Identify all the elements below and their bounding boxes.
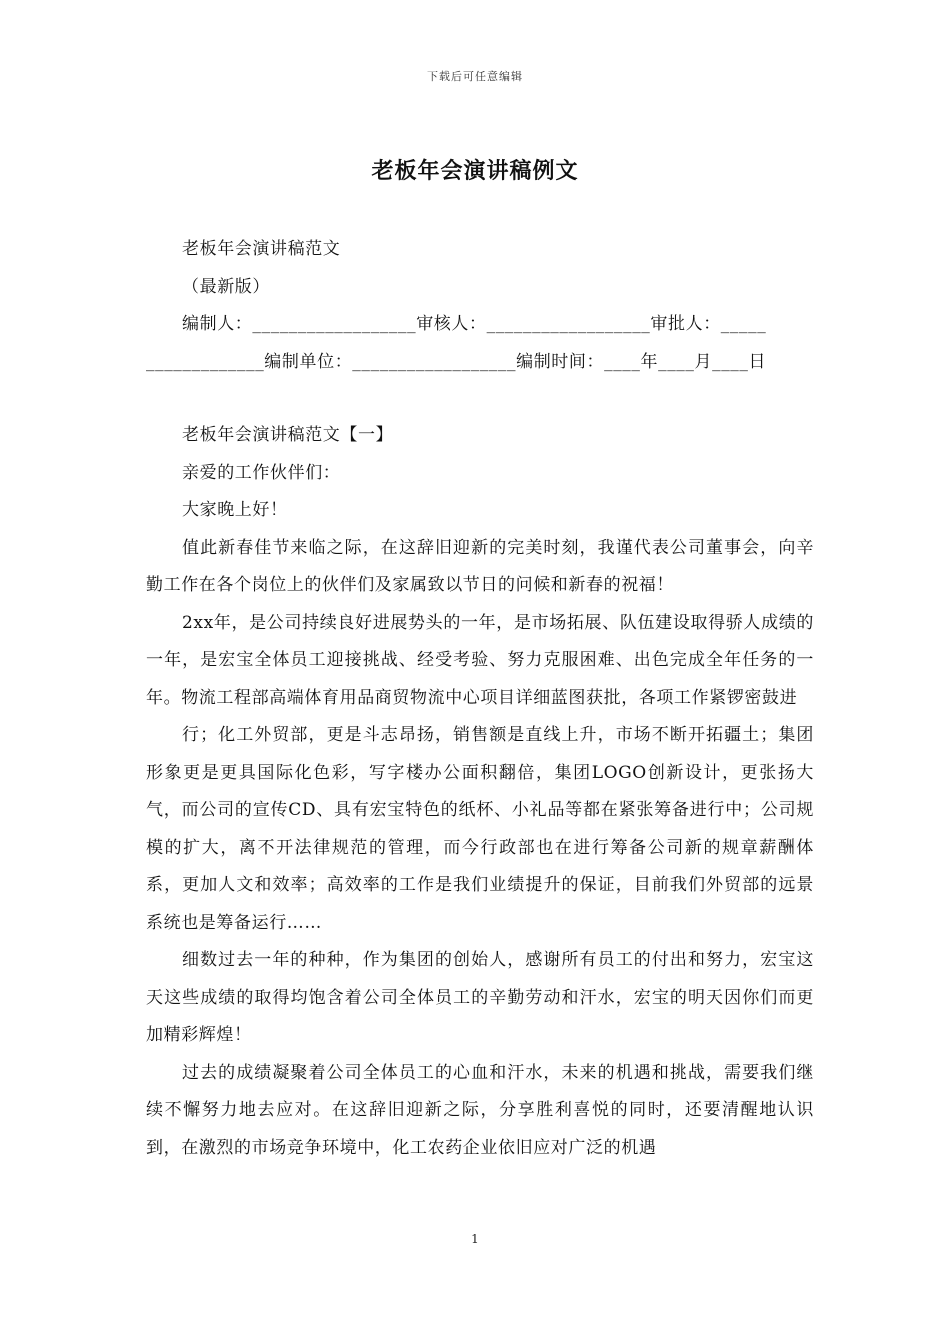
meta-subtitle: 老板年会演讲稿范文 [182, 239, 341, 259]
document-title: 老板年会演讲稿例文 [371, 158, 579, 184]
body-paragraph: 值此新春佳节来临之际，在这辞旧迎新的完美时刻，我谨代表公司董事会，向辛勤工作在各个岗位上的伙伴们及家属致以节日的问候和新春的祝福！ [146, 537, 814, 595]
meta-edition: （最新版） [182, 276, 270, 297]
salutation: 大家晚上好！ [182, 500, 288, 520]
body-paragraph: 细数过去一年的种种，作为集团的创始人，感谢所有员工的付出和努力，宏宝这天这些成绩的取得均饱含着公司全体员工的辛勤劳动和汗水，宏宝的明天因你们而更加精彩辉煌！ [146, 950, 814, 1045]
meta-signature-line-1: 编制人：__________________审核人：__________________审批人：_____ [182, 314, 767, 334]
document-meta [146, 231, 814, 381]
page-number: 1 [471, 1232, 479, 1246]
body-paragraph: 2xx年，是公司持续良好进展势头的一年，是市场拓展、队伍建设取得骄人成绩的一年，是宏宝全体员工迎接挑战、经受考验、努力克服困难、出色完成全年任务的一年。物流工程部高端体育用品商贸物流中心项目详细蓝图获批，各项工作紧锣密鼓进 [146, 612, 814, 708]
meta-signature-line-2: _____________编制单位：__________________编制时间：____年____月____日 [146, 351, 767, 372]
document-body [146, 417, 814, 1167]
body-paragraph: 过去的成绩凝聚着公司全体员工的心血和汗水，未来的机遇和挑战，需要我们继续不懈努力地去应对。在这辞旧迎新之际，分享胜利喜悦的同时，还要清醒地认识到，在激烈的市场竞争环境中，化工农药企业依旧应对广泛的机遇 [146, 1062, 814, 1158]
body-paragraph: 行；化工外贸部，更是斗志昂扬，销售额是直线上升，市场不断开拓疆土；集团形象更是更具国际化色彩，写字楼办公面积翻倍，集团LOGO创新设计，更张扬大气，而公司的宣传CD、具有宏宝特色的纸杯、小礼品等都在紧张筹备进行中；公司规模的扩大，离不开法律规范的管理，而今行政部也在进行筹备公司新的规章薪酬体系，更加人文和效率；高效率的工作是我们业绩提升的保证，目前我们外贸部的远景系统也是筹备运行…… [146, 725, 814, 933]
greeting: 亲爱的工作伙伴们： [182, 462, 341, 483]
section-heading: 老板年会演讲稿范文【一】 [182, 425, 394, 445]
header-note: 下载后可任意编辑 [427, 70, 523, 83]
